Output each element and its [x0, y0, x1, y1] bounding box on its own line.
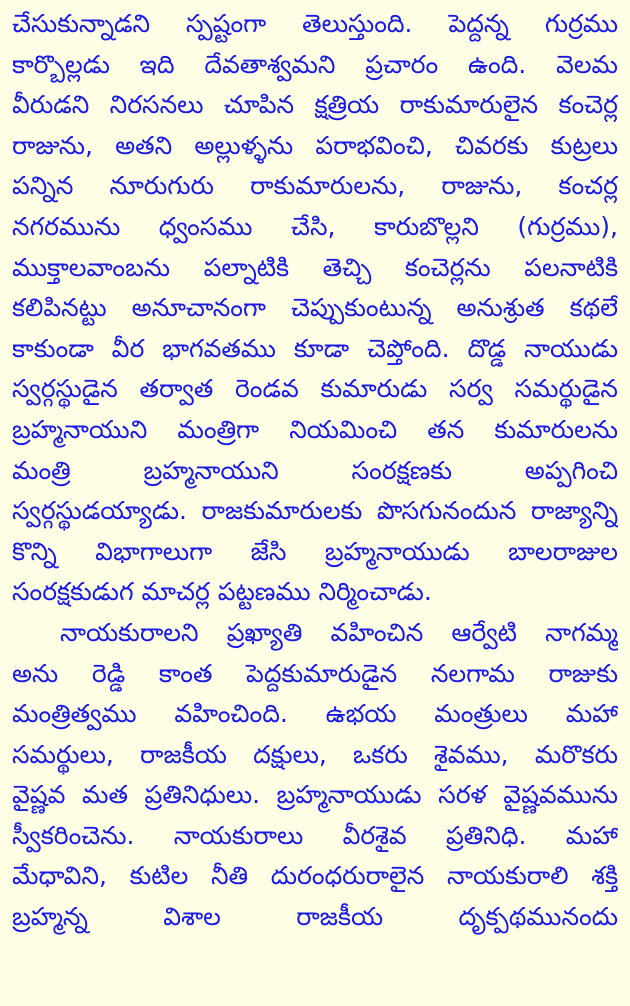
text-line-11: బ్రహ్మనాయుని మంత్రిగా నియమించి తన కుమారులను [12, 414, 618, 444]
text-line-7: ముక్తాలవాంబను పల్నాటికి తెచ్చి కంచెర్లను పలనాటికి [12, 252, 618, 282]
text-line-15: సంరక్షకుడుగ మాచర్ల పట్టణము నిర్మించాడు. [12, 577, 432, 607]
text-line-4: రాజును, అతని అల్లుళ్ళను పరాభవించి, చివరకు కుట్రలు [12, 130, 618, 160]
text-line-20: వైష్ణవ మత ప్రతినిధులు. బ్రహ్మనాయుడు సరళ వైష్ణవమును [12, 780, 618, 810]
text-line-3: వీరుడని నిరసనలు చూపిన క్షత్రియ రాకుమారులైన కంచెర్ల [12, 90, 618, 120]
text-line-1: చేసుకున్నాడని స్పష్టంగా తెలుస్తుంది. పెద్దన్న గుర్రము [12, 9, 618, 38]
text-line-2: కార్బొల్లడు ఇది దేవతాశ్వమని ప్రచారం ఉంది. వెలమ [12, 49, 618, 79]
text-line-22: మేధావిని, కుటిల నీతి దురంధరురాలైన నాయకురాలి శక్తి [12, 861, 618, 891]
text-line-12: మంత్రి బ్రహ్మనాయుని సంరక్షణకు అప్పగించి [12, 455, 618, 485]
text-line-23: బ్రహ్మన్న విశాల రాజకీయ దృక్పథమునందు [12, 902, 618, 932]
text-line-19: సమర్థులు, రాజకీయ దక్షులు, ఒకరు శైవము, మరొకరు [12, 739, 618, 769]
text-line-9: కాకుండా వీర భాగవతము కూడా చెప్తోంది. దొడ్డ నాయుడు [12, 333, 618, 363]
text-line-18: మంత్రిత్వము వహించింది. ఉభయ మంత్రులు మహా [12, 699, 618, 729]
text-line-5: పన్నిన నూరుగురు రాకుమారులను, రాజును, కంచర్ల [12, 171, 618, 201]
text-line-17: అను రెడ్డి కాంత పెద్దకుమారుడైన నలగామ రాజుకు [12, 658, 618, 688]
text-line-10: స్వర్గస్థుడైన తర్వాత రెండవ కుమారుడు సర్వ సమర్థుడైన [12, 374, 618, 404]
text-line-8: కలిపినట్టు అనూచానంగా చెప్పుకుంటున్న అనుశ్రుత కథలే [12, 293, 618, 323]
text-line-14: కొన్ని విభాగాలుగా జేసి బ్రహ్మనాయుడు బాలరాజుల [12, 536, 618, 566]
text-line-16: నాయకురాలని ప్రఖ్యాతి వహించిన ఆర్వేటి నాగమ్మ [60, 617, 618, 647]
text-line-21: స్వీకరించెను. నాయకురాలు వీరశైవ ప్రతినిధి. మహా [12, 820, 618, 850]
text-line-6: నగరమును ధ్వంసము చేసి, కారుబొల్లని (గుర్రము), [12, 211, 618, 241]
text-line-13: స్వర్గస్థుడయ్యాడు. రాజకుమారులకు పొసగునందున రాజ్యాన్ని [12, 496, 618, 526]
